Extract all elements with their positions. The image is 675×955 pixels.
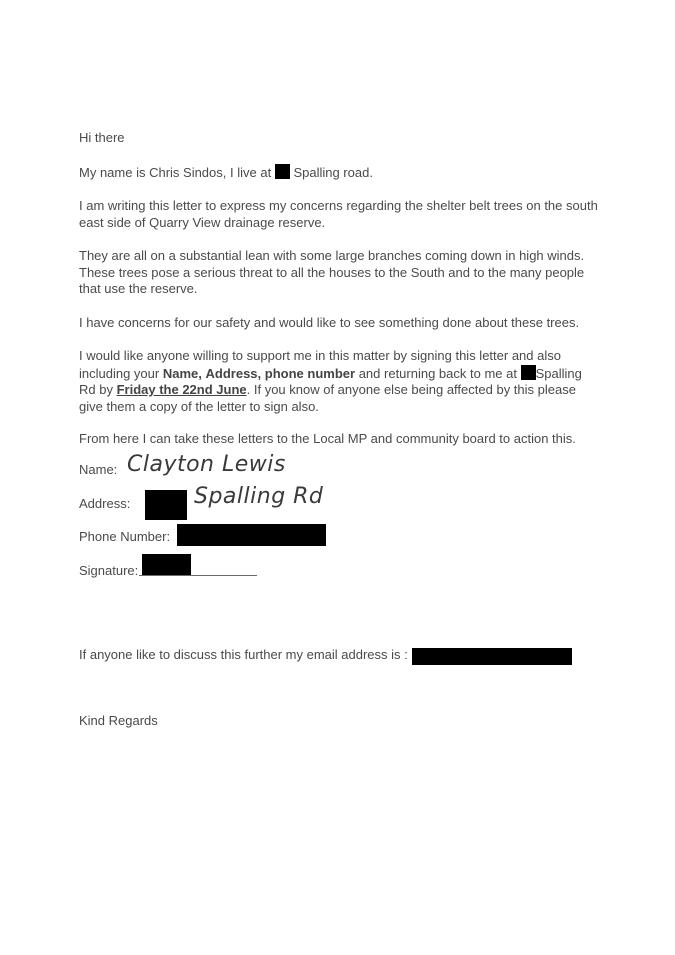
intro-text-after: Spalling road.	[293, 165, 373, 180]
request-text-c: and returning back to me at	[358, 365, 517, 381]
concern-paragraph: I am writing this letter to express my concerns regarding the shelter belt trees on the south east side of Quarry View drainage reserve.	[79, 198, 598, 230]
handwritten-name: Clayton Lewis	[127, 452, 286, 477]
redacted-house-number	[275, 164, 290, 179]
request-text-d: Spalling Rd by	[79, 365, 582, 398]
signature-label: Signature:	[79, 563, 139, 578]
redacted-email	[412, 648, 572, 665]
request-text-a: I would like anyone willing to support me in this matter by signing this letter and also including your	[79, 348, 561, 381]
bold-sep-2: ,	[257, 365, 262, 381]
bold-sep-1: ,	[198, 365, 202, 381]
redacted-signature	[142, 554, 191, 575]
name-label: Name:	[79, 462, 118, 477]
intro-paragraph	[79, 164, 599, 182]
bold-name: Name	[162, 365, 199, 381]
deadline-date: Friday the 22nd June	[116, 382, 247, 398]
redacted-phone-number	[177, 524, 326, 546]
safety-paragraph: I have concerns for our safety and would like to see something done about these trees.	[79, 315, 580, 330]
email-line: If anyone like to discuss this further my email address is :	[79, 647, 408, 662]
bold-address: Address	[205, 365, 258, 381]
signature-line	[139, 575, 257, 576]
bold-phone-number: phone number	[264, 365, 356, 381]
redacted-address-number	[145, 490, 187, 520]
greeting: Hi there	[79, 130, 125, 145]
request-text-e: . If you know of anyone else being affected by this please give them a copy of the letter to sign also.	[79, 382, 576, 414]
address-label: Address:	[79, 496, 131, 511]
handwritten-address: Spalling Rd	[194, 484, 324, 509]
request-paragraph	[79, 348, 599, 415]
phone-label: Phone Number:	[79, 529, 171, 544]
redacted-house-number-2	[521, 365, 536, 380]
closing: Kind Regards	[79, 713, 158, 728]
lean-paragraph: They are all on a substantial lean with some large branches coming down in high winds. These trees pose a serious threat to all the houses to the South and to the many people that use the reserve.	[79, 248, 585, 297]
action-paragraph: From here I can take these letters to the Local MP and community board to action this.	[79, 431, 576, 446]
intro-text-before: My name is Chris Sindos, I live at	[79, 165, 272, 180]
